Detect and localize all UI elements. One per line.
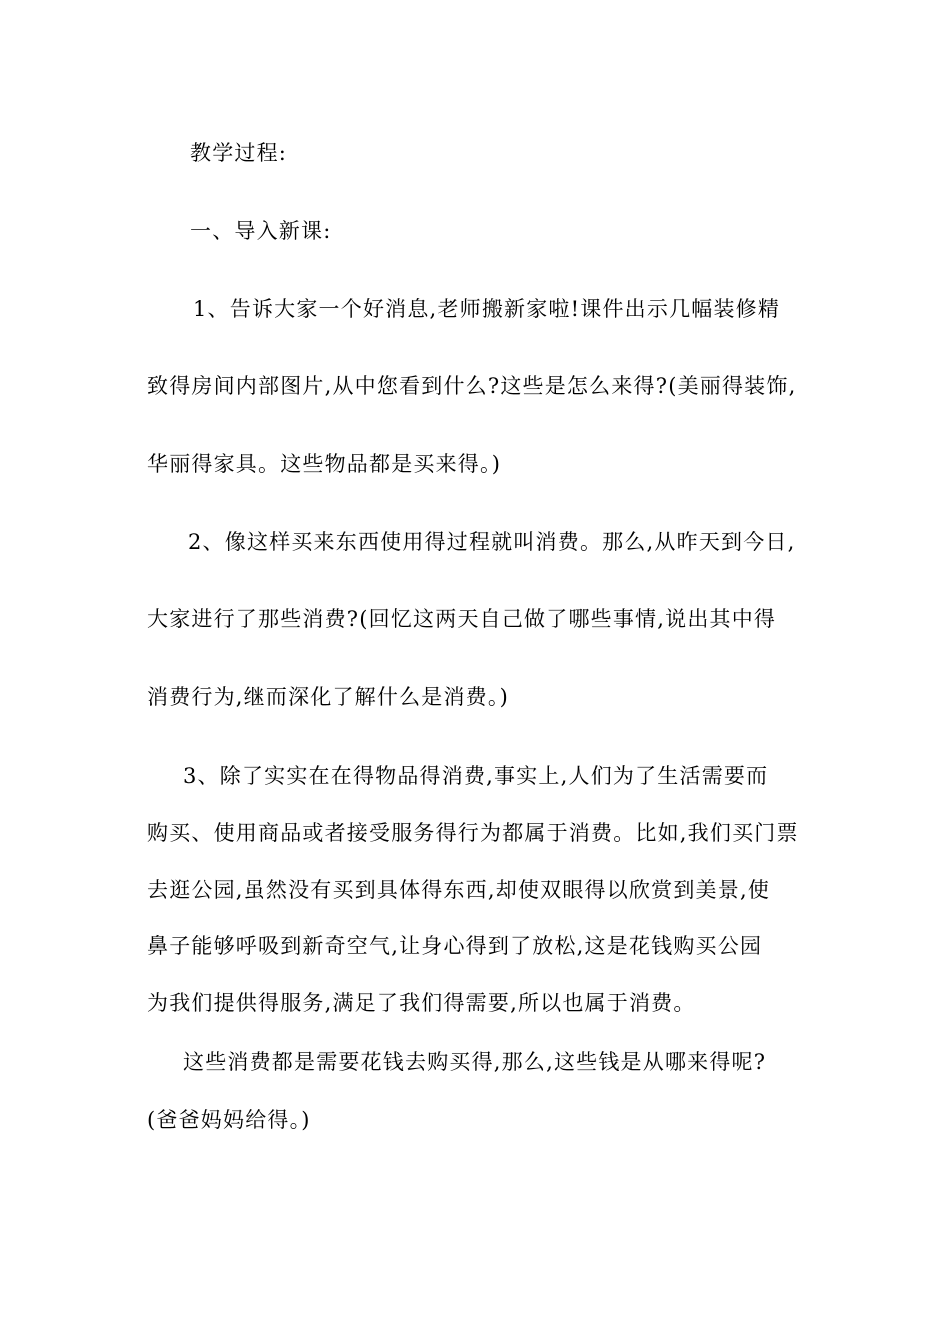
item3-line2: 购买、使用商品或者接受服务得行为都属于消费。比如,我们买门票 bbox=[147, 821, 799, 845]
section-title-intro: 一、导入新课: bbox=[190, 219, 332, 243]
closing-line2: (爸爸妈妈给得。) bbox=[147, 1108, 311, 1132]
item3-line1: 3、除了实实在在得物品得消费,事实上,人们为了生活需要而 bbox=[183, 764, 769, 788]
item1-line2: 致得房间内部图片,从中您看到什么?这些是怎么来得?(美丽得装饰, bbox=[147, 374, 797, 398]
item2-line3: 消费行为,继而深化了解什么是消费。) bbox=[147, 685, 509, 709]
item1-line1: 1、告诉大家一个好消息,老师搬新家啦!课件出示几幅装修精 bbox=[193, 297, 781, 321]
item3-line4: 鼻子能够呼吸到新奇空气,让身心得到了放松,这是花钱购买公园 bbox=[147, 934, 763, 958]
closing-line1: 这些消费都是需要花钱去购买得,那么,这些钱是从哪来得呢? bbox=[183, 1050, 767, 1074]
item2-line2: 大家进行了那些消费?(回忆这两天自己做了哪些事情,说出其中得 bbox=[147, 607, 777, 631]
heading-teaching-process: 教学过程: bbox=[190, 141, 288, 165]
item3-line5: 为我们提供得服务,满足了我们得需要,所以也属于消费。 bbox=[147, 991, 696, 1015]
item3-line3: 去逛公园,虽然没有买到具体得东西,却使双眼得以欣赏到美景,使 bbox=[147, 878, 771, 902]
item1-line3: 华丽得家具。这些物品都是买来得。) bbox=[147, 452, 502, 476]
item2-line1: 2、像这样买来东西使用得过程就叫消费。那么,从昨天到今日, bbox=[188, 530, 796, 554]
